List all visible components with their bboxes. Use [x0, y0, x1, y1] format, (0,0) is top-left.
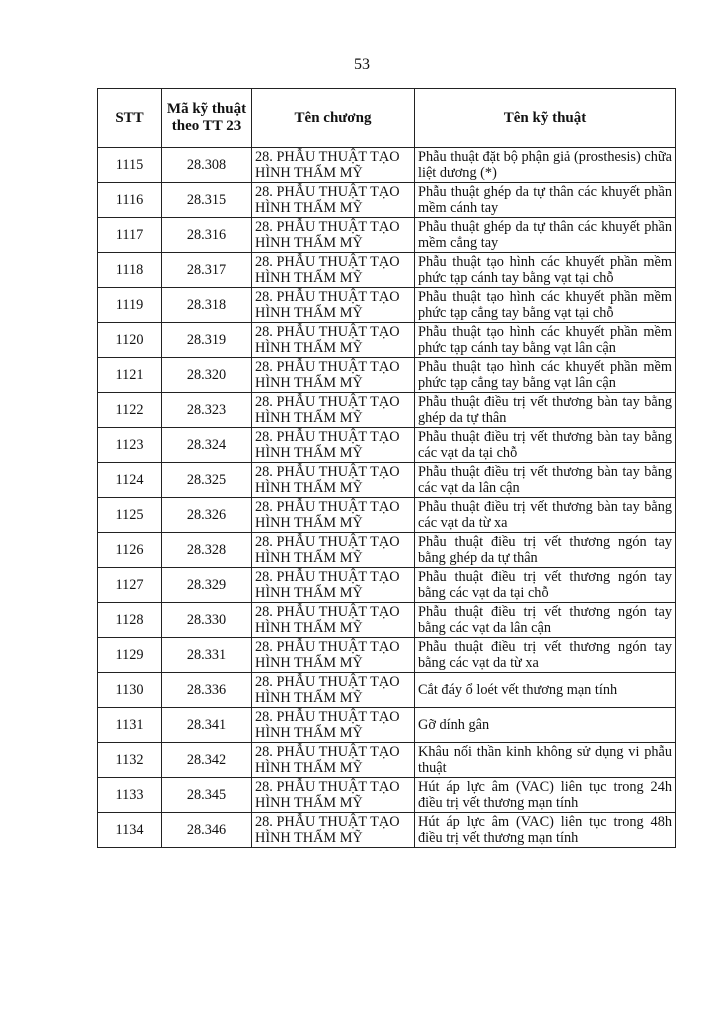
page-number: 53: [354, 56, 370, 73]
stt-cell: 1131: [98, 708, 162, 743]
tech-cell: Phẫu thuật điều trị vết thương bàn tay bằng các vạt da lân cận: [415, 463, 676, 498]
chapter-cell: 28. PHẪU THUẬT TẠO HÌNH THẨM MỸ: [252, 218, 415, 253]
code-cell: 28.308: [162, 148, 252, 183]
header-code: Mã kỹ thuật theo TT 23: [162, 89, 252, 148]
tech-cell: Phẫu thuật điều trị vết thương bàn tay bằng các vạt da tại chỗ: [415, 428, 676, 463]
table-body: [98, 148, 676, 848]
stt-cell: 1119: [98, 288, 162, 323]
header-technique: Tên kỹ thuật: [415, 89, 676, 148]
table-header-row: [98, 89, 676, 148]
chapter-cell: 28. PHẪU THUẬT TẠO HÌNH THẨM MỸ: [252, 288, 415, 323]
chapter-cell: 28. PHẪU THUẬT TẠO HÌNH THẨM MỸ: [252, 148, 415, 183]
tech-cell: Phẫu thuật tạo hình các khuyết phần mềm phức tạp cánh tay bằng vạt lân cận: [415, 323, 676, 358]
stt-cell: 1115: [98, 148, 162, 183]
header-chapter: Tên chương: [252, 89, 415, 148]
tech-cell: Phẫu thuật điều trị vết thương bàn tay bằng ghép da tự thân: [415, 393, 676, 428]
stt-cell: 1126: [98, 533, 162, 568]
table-row: [98, 743, 676, 778]
chapter-cell: 28. PHẪU THUẬT TẠO HÌNH THẨM MỸ: [252, 463, 415, 498]
technique-table: [97, 88, 676, 848]
chapter-cell: 28. PHẪU THUẬT TẠO HÌNH THẨM MỸ: [252, 638, 415, 673]
tech-cell: Phẫu thuật đặt bộ phận giả (prosthesis) chữa liệt dương (*): [415, 148, 676, 183]
table-row: [98, 428, 676, 463]
code-cell: 28.342: [162, 743, 252, 778]
table-row: [98, 253, 676, 288]
table-row: [98, 183, 676, 218]
stt-cell: 1120: [98, 323, 162, 358]
chapter-cell: 28. PHẪU THUẬT TẠO HÌNH THẨM MỸ: [252, 253, 415, 288]
chapter-cell: 28. PHẪU THUẬT TẠO HÌNH THẨM MỸ: [252, 498, 415, 533]
table-row: [98, 568, 676, 603]
chapter-cell: 28. PHẪU THUẬT TẠO HÌNH THẨM MỸ: [252, 603, 415, 638]
tech-cell: Phẫu thuật điều trị vết thương ngón tay bằng các vạt da tại chỗ: [415, 568, 676, 603]
table-row: [98, 218, 676, 253]
stt-cell: 1121: [98, 358, 162, 393]
tech-cell: Phẫu thuật điều trị vết thương bàn tay bằng các vạt da từ xa: [415, 498, 676, 533]
code-cell: 28.336: [162, 673, 252, 708]
tech-cell: Hút áp lực âm (VAC) liên tục trong 48h điều trị vết thương mạn tính: [415, 813, 676, 848]
code-cell: 28.330: [162, 603, 252, 638]
tech-cell: Phẫu thuật tạo hình các khuyết phần mềm phức tạp cánh tay bằng vạt tại chỗ: [415, 253, 676, 288]
code-cell: 28.324: [162, 428, 252, 463]
chapter-cell: 28. PHẪU THUẬT TẠO HÌNH THẨM MỸ: [252, 533, 415, 568]
stt-cell: 1133: [98, 778, 162, 813]
table-row: [98, 778, 676, 813]
code-cell: 28.315: [162, 183, 252, 218]
stt-cell: 1132: [98, 743, 162, 778]
code-cell: 28.326: [162, 498, 252, 533]
code-cell: 28.325: [162, 463, 252, 498]
table-row: [98, 533, 676, 568]
table-row: [98, 393, 676, 428]
stt-cell: 1130: [98, 673, 162, 708]
code-cell: 28.328: [162, 533, 252, 568]
chapter-cell: 28. PHẪU THUẬT TẠO HÌNH THẨM MỸ: [252, 428, 415, 463]
table-row: [98, 358, 676, 393]
tech-cell: Phẫu thuật điều trị vết thương ngón tay bằng các vạt da từ xa: [415, 638, 676, 673]
tech-cell: Khâu nối thần kinh không sử dụng vi phẫu thuật: [415, 743, 676, 778]
header-stt: STT: [98, 89, 162, 148]
chapter-cell: 28. PHẪU THUẬT TẠO HÌNH THẨM MỸ: [252, 743, 415, 778]
chapter-cell: 28. PHẪU THUẬT TẠO HÌNH THẨM MỸ: [252, 568, 415, 603]
tech-cell: Hút áp lực âm (VAC) liên tục trong 24h điều trị vết thương mạn tính: [415, 778, 676, 813]
stt-cell: 1118: [98, 253, 162, 288]
chapter-cell: 28. PHẪU THUẬT TẠO HÌNH THẨM MỸ: [252, 813, 415, 848]
table-row: [98, 463, 676, 498]
tech-cell: Phẫu thuật tạo hình các khuyết phần mềm phức tạp cẳng tay bằng vạt lân cận: [415, 358, 676, 393]
stt-cell: 1125: [98, 498, 162, 533]
tech-cell: Phẫu thuật ghép da tự thân các khuyết phần mềm cẳng tay: [415, 218, 676, 253]
code-cell: 28.331: [162, 638, 252, 673]
stt-cell: 1129: [98, 638, 162, 673]
chapter-cell: 28. PHẪU THUẬT TẠO HÌNH THẨM MỸ: [252, 778, 415, 813]
tech-cell: Phẫu thuật ghép da tự thân các khuyết phần mềm cánh tay: [415, 183, 676, 218]
code-cell: 28.345: [162, 778, 252, 813]
stt-cell: 1127: [98, 568, 162, 603]
table-row: [98, 323, 676, 358]
code-cell: 28.318: [162, 288, 252, 323]
table-row: [98, 288, 676, 323]
stt-cell: 1123: [98, 428, 162, 463]
table-row: [98, 148, 676, 183]
tech-cell: Phẫu thuật điều trị vết thương ngón tay bằng các vạt da lân cận: [415, 603, 676, 638]
stt-cell: 1124: [98, 463, 162, 498]
code-cell: 28.346: [162, 813, 252, 848]
table-row: [98, 708, 676, 743]
table-row: [98, 813, 676, 848]
chapter-cell: 28. PHẪU THUẬT TẠO HÌNH THẨM MỸ: [252, 708, 415, 743]
table-row: [98, 638, 676, 673]
code-cell: 28.329: [162, 568, 252, 603]
stt-cell: 1122: [98, 393, 162, 428]
table-row: [98, 498, 676, 533]
table-row: [98, 673, 676, 708]
chapter-cell: 28. PHẪU THUẬT TẠO HÌNH THẨM MỸ: [252, 393, 415, 428]
tech-cell: Phẫu thuật điều trị vết thương ngón tay bằng ghép da tự thân: [415, 533, 676, 568]
code-cell: 28.316: [162, 218, 252, 253]
tech-cell: Gỡ dính gân: [415, 708, 676, 743]
code-cell: 28.320: [162, 358, 252, 393]
chapter-cell: 28. PHẪU THUẬT TẠO HÌNH THẨM MỸ: [252, 323, 415, 358]
stt-cell: 1117: [98, 218, 162, 253]
code-cell: 28.317: [162, 253, 252, 288]
stt-cell: 1128: [98, 603, 162, 638]
code-cell: 28.319: [162, 323, 252, 358]
chapter-cell: 28. PHẪU THUẬT TẠO HÌNH THẨM MỸ: [252, 673, 415, 708]
tech-cell: Phẫu thuật tạo hình các khuyết phần mềm phức tạp cẳng tay bằng vạt tại chỗ: [415, 288, 676, 323]
stt-cell: 1134: [98, 813, 162, 848]
chapter-cell: 28. PHẪU THUẬT TẠO HÌNH THẨM MỸ: [252, 183, 415, 218]
stt-cell: 1116: [98, 183, 162, 218]
code-cell: 28.323: [162, 393, 252, 428]
tech-cell: Cắt đáy ổ loét vết thương mạn tính: [415, 673, 676, 708]
code-cell: 28.341: [162, 708, 252, 743]
table-row: [98, 603, 676, 638]
chapter-cell: 28. PHẪU THUẬT TẠO HÌNH THẨM MỸ: [252, 358, 415, 393]
